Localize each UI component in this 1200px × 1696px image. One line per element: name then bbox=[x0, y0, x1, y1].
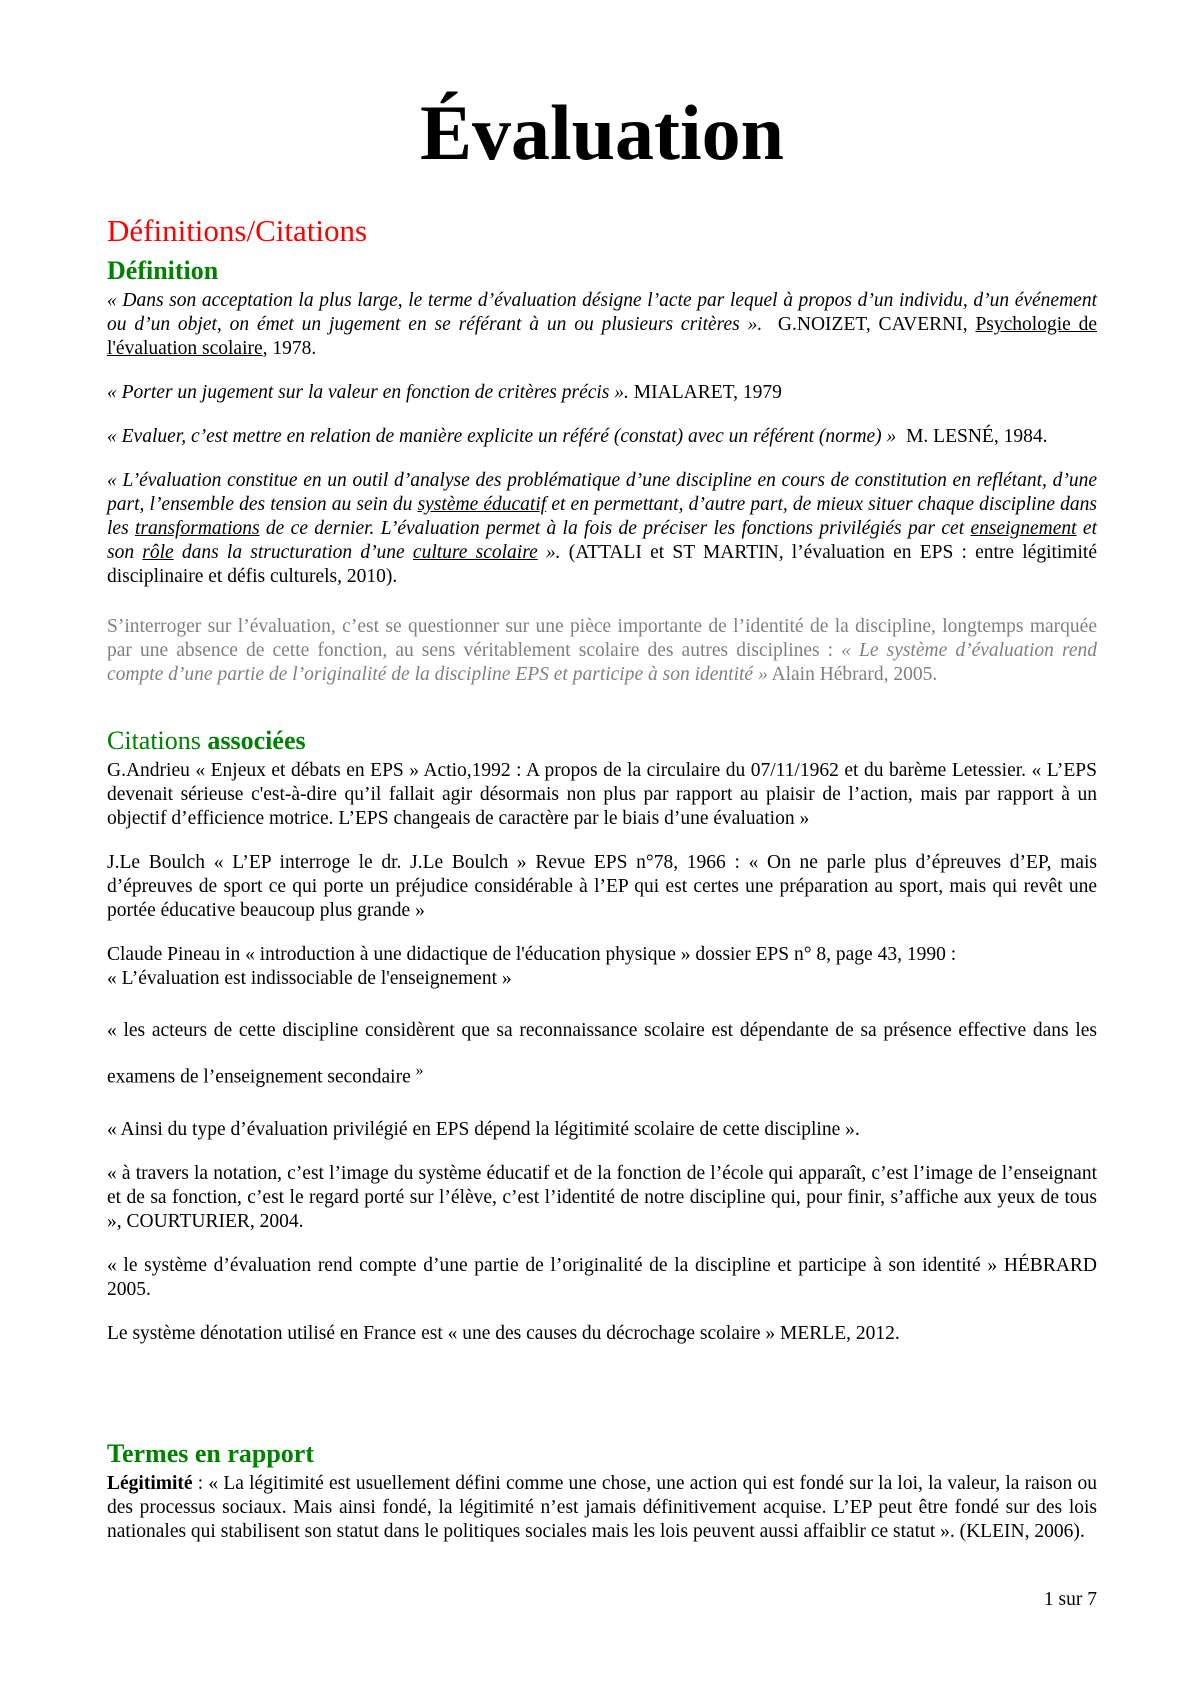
attribution: Alain Hébrard, 2005. bbox=[767, 664, 938, 686]
paragraph-acteurs bbox=[107, 1011, 1097, 1098]
subheading-termes-en-rapport: Termes en rapport bbox=[107, 1438, 315, 1468]
quote-italic: « L’évaluation constitue en un outil d’analyse des problématique d’une discipline en cours de constitution en reflétant, d’une part, l’ensemble des tension au sein du bbox=[107, 470, 1097, 516]
term-bold: Légitimité bbox=[107, 1472, 193, 1494]
paragraph-legitimite bbox=[107, 1472, 1097, 1544]
paragraph-mialaret bbox=[107, 381, 1097, 405]
paragraph-attali bbox=[107, 469, 1097, 589]
paragraph-hebrard-gray bbox=[107, 615, 1097, 687]
quote-italic: et son bbox=[107, 518, 1097, 564]
attribution: MIALARET, 1979 bbox=[628, 382, 782, 404]
term-definition: : « La légitimité est usuellement défini comme une chose, une action qui est fondé sur la loi, la valeur, la raison ou des processus sociaux. Mais ainsi fondé, la légitimité n’est jamais définitivement acquise. L’EP peut être fondé sur des lois nationales qui stabilisent son statut dans le politiques sociales mais les lois peuvent aussi affaiblir ce statut ». (KLEIN, 2006). bbox=[107, 1472, 1097, 1542]
paragraph-hebrard-2005: « le système d’évaluation rend compte d’une partie de l’originalité de la discipline et participe à son identité » HÉBRARD 2005. bbox=[107, 1254, 1097, 1300]
quote-italic: et en permettant, d’autre part, de mieux situer chaque discipline dans les bbox=[107, 494, 1097, 540]
page-number: 1 sur 7 bbox=[1043, 1589, 1097, 1610]
citation-line: « L’évaluation est indissociable de l'enseignement » bbox=[107, 968, 512, 990]
attribution: M. LESNÉ, 1984. bbox=[896, 426, 1048, 448]
paragraph-ainsi: « Ainsi du type d’évaluation privilégié en EPS dépend la légitimité scolaire de cette discipline ». bbox=[107, 1118, 860, 1140]
quote-italic: dans la structuration d’une bbox=[173, 542, 413, 564]
quote-italic: « Le système d’évaluation rend compte d’une partie de l’originalité de la discipline EPS et participe à son identité » bbox=[107, 640, 1097, 686]
subheading-citations-associees bbox=[107, 725, 1097, 756]
attribution: G.NOIZET, CAVERNI, bbox=[762, 314, 976, 336]
paragraph-leboulch: J.Le Boulch « L’EP interroge le dr. J.Le Boulch » Revue EPS n°78, 1966 : « On ne parle plus d’épreuves d’EP, mais d’épreuves de sport ce qui porte un préjudice considérable à l’EP qui est certes une préparation au sport, mais qui revêt une portée éducative beaucoup plus grande » bbox=[107, 852, 1097, 922]
paragraph-lesne bbox=[107, 425, 1097, 449]
superscript-guillemet: » bbox=[415, 1062, 424, 1080]
underlined-term: rôle bbox=[142, 542, 174, 564]
subheading-definition: Définition bbox=[107, 255, 219, 285]
citation-text: « les acteurs de cette discipline considèrent que sa reconnaissance scolaire est dépendante de sa présence effective dans les examens de l’enseignement secondaire bbox=[107, 1020, 1097, 1088]
paragraph-merle: Le système dénotation utilisé en France est « une des causes du décrochage scolaire » MERLE, 2012. bbox=[107, 1322, 900, 1344]
quote-italic: « Porter un jugement sur la valeur en fonction de critères précis ». bbox=[107, 382, 629, 404]
paragraph-pineau bbox=[107, 943, 1097, 991]
page-title: Évaluation bbox=[419, 89, 785, 176]
paragraph-andrieu: G.Andrieu « Enjeux et débats en EPS » Actio,1992 : A propos de la circulaire du 07/11/1962 et du barème Letessier. « L’EPS devenait sérieuse c'est-à-dire qu’il fallait agir désormais non plus par rapport au plaisir de l’action, mais par rapport à un objectif d’efficience motrice. L’EPS changeais de caractère par le biais d’une évaluation » bbox=[107, 760, 1097, 830]
work-title-underlined: Psychologie de l'évaluation scolaire bbox=[107, 314, 1098, 360]
attribution: (ATTALI et ST MARTIN, l’évaluation en EPS : entre légitimité disciplinaire et défis culturels, 2010). bbox=[107, 542, 1097, 588]
underlined-term: système éducatif bbox=[417, 494, 547, 516]
quote-italic: « Dans son acceptation la plus large, le terme d’évaluation désigne l’acte par lequel à propos d’un individu, d’un événement ou d’un objet, on émet un jugement en se référant à un ou plusieurs critères ». bbox=[107, 290, 1097, 336]
heading-normal-part: Citations bbox=[107, 726, 208, 756]
paragraph-noizet bbox=[107, 289, 1097, 361]
quote-italic: de ce dernier. L’évaluation permet à la fois de préciser les fonctions privilégiés par cet bbox=[259, 518, 971, 540]
underlined-term: transformations bbox=[135, 518, 260, 540]
heading-bold-part: associées bbox=[207, 726, 306, 756]
paragraph-courturier: « à travers la notation, c’est l’image du système éducatif et de la fonction de l’école qui apparaît, c’est l’image de l’enseignant et de sa fonction, c’est le regard porté sur l’élève, c’est l’identité de notre discipline qui, pour finir, s’affiche aux yeux de tous », COURTURIER, 2004. bbox=[107, 1162, 1097, 1232]
quote-italic: ». bbox=[537, 542, 569, 564]
attribution-tail: , 1978. bbox=[262, 338, 317, 360]
quote-italic: « Evaluer, c’est mettre en relation de manière explicite un référé (constat) avec un référent (norme) » bbox=[107, 426, 897, 448]
underlined-term: culture scolaire bbox=[412, 542, 538, 564]
citation-line: Claude Pineau in « introduction à une didactique de l'éducation physique » dossier EPS n° 8, page 43, 1990 : bbox=[107, 944, 957, 966]
underlined-term: enseignement bbox=[970, 518, 1077, 540]
section-heading-definitions-citations: Définitions/Citations bbox=[107, 212, 368, 248]
lead-text: S’interroger sur l’évaluation, c’est se questionner sur une pièce importante de l’identité de la discipline, longtemps marquée par une absence de cette fonction, au sens véritablement scolaire des autres disciplines : bbox=[107, 616, 1097, 662]
